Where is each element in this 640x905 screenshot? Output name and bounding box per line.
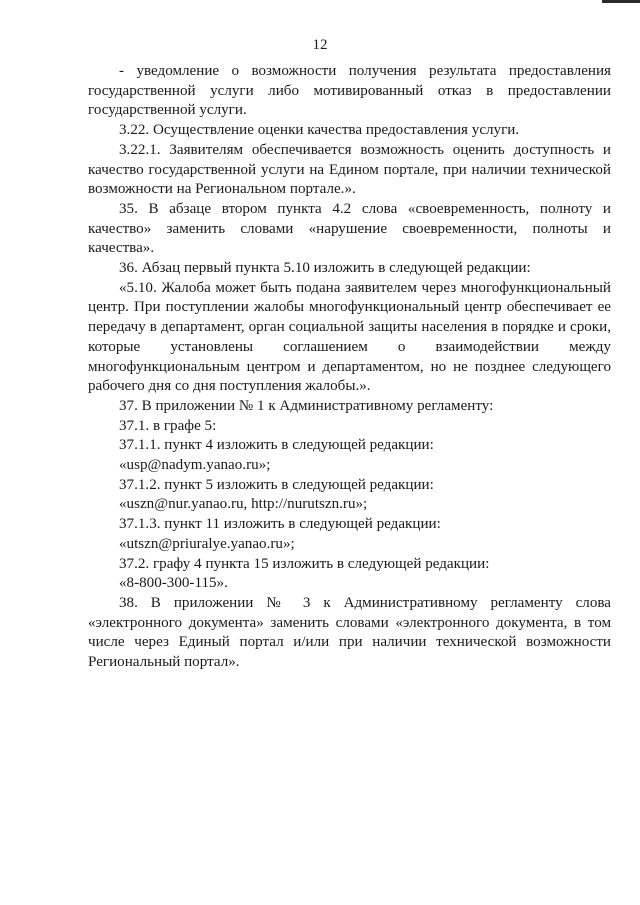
paragraph-3-22: 3.22. Осуществление оценки качества предоставления услуги.: [119, 122, 520, 139]
paragraph-36: 36. Абзац первый пункта 5.10 изложить в следующей редакции:: [119, 260, 531, 277]
paragraph-38: 38. В приложении № 3 к Административному регламенту слова «электронного документа» заменить словами «электронного документа, в том числе через Единый портал и/или при наличии технической возможности Региональный портал».: [88, 594, 611, 671]
paragraph-37: 37. В приложении № 1 к Административному регламенту:: [119, 397, 494, 414]
paragraph-notification: - уведомление о возможности получения результата предоставления государственной услуги либо мотивированный отказ в предоставлении государственной услуги.: [88, 63, 611, 119]
paragraph-email-nur: «uszn@nur.yanao.ru, http://nurutszn.ru»;: [119, 496, 368, 513]
paragraph-37-2: 37.2. графу 4 пункта 15 изложить в следующей редакции:: [119, 555, 490, 572]
paragraph-37-1: 37.1. в графе 5:: [119, 417, 217, 434]
paragraph-email-priuralye: «utszn@priuralye.yanao.ru»;: [119, 535, 295, 552]
paragraph-37-1-2: 37.1.2. пункт 5 изложить в следующей редакции:: [119, 476, 434, 493]
paragraph-37-1-1: 37.1.1. пункт 4 изложить в следующей редакции:: [119, 437, 434, 454]
paragraph-35: 35. В абзаце втором пункта 4.2 слова «своевременность, полноту и качество» заменить словами «нарушение своевременности, полноты и качества».: [88, 200, 611, 257]
paragraph-3-22-1: 3.22.1. Заявителям обеспечивается возможность оценить доступность и качество государственной услуги на Едином портале, при наличии технической возможности на Региональном портале.».: [88, 141, 611, 198]
paragraph-37-1-3: 37.1.3. пункт 11 изложить в следующей редакции:: [119, 516, 441, 533]
page-number: 12: [312, 37, 328, 53]
paragraph-5-10-quote: «5.10. Жалоба может быть подана заявителем через многофункциональный центр. При поступлении жалобы многофункциональный центр обеспечивает ее передачу в департамент, орган социальной защиты населения в порядке и сроки, которые установлены соглашением о взаимодействии между многофункциональным центром и департаментом, но не позднее следующего рабочего дня со дня поступления жалобы.».: [88, 279, 611, 395]
document-body: [88, 62, 611, 673]
paragraph-email-nadym: «usp@nadym.yanao.ru»;: [119, 457, 271, 474]
paragraph-phone: «8-800-300-115».: [119, 575, 228, 592]
scan-edge-mark: [602, 0, 640, 3]
